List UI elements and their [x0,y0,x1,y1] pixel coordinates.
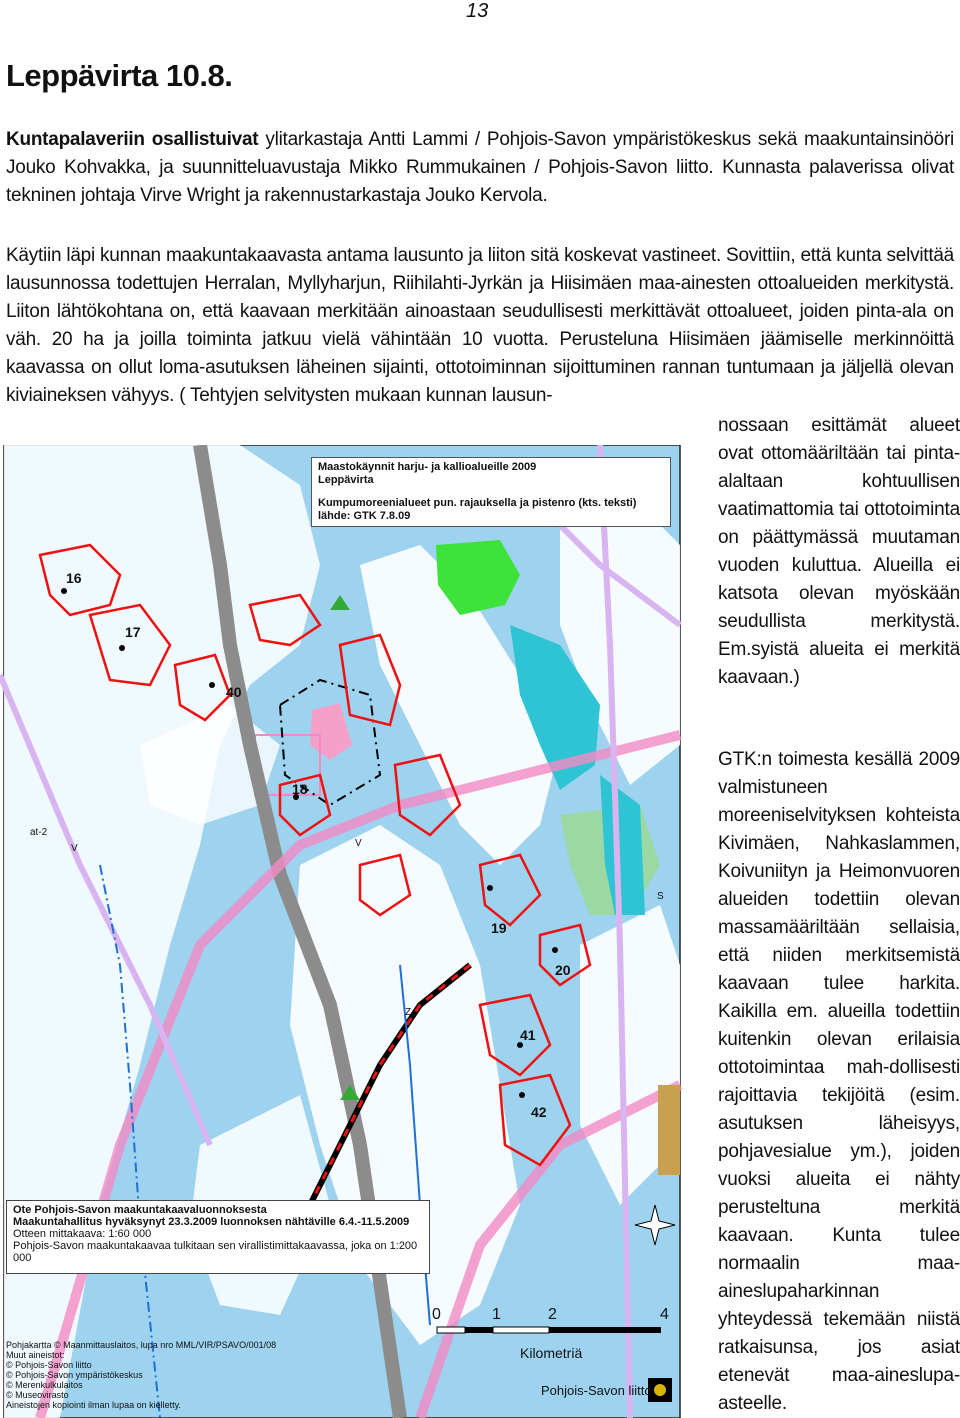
credit-line: © Museovirasto [6,1390,69,1400]
scale-tick: 2 [548,1306,557,1323]
logo-icon [648,1378,672,1402]
footer-scale: Otteen mittakaava: 1:60 000 [13,1228,152,1240]
map-credits [6,1340,306,1416]
site-label: 16 [66,570,82,586]
brown-area [658,1085,680,1175]
footer-title: Ote Pohjois-Savon maakuntakaavaluonnoksesta [13,1204,267,1216]
map-symbol-label: Z [405,1007,412,1018]
map-symbol-label: V [355,838,362,849]
site-label: 20 [555,962,571,978]
side-paragraph-gtk: GTK:n toimesta kesällä 2009 valmistuneen moreeniselvityksen kohteista Kivimäen, Nahkaslammen, Koivuniityn ja Heimonvuoren alueiden todettiin olevan massamääriltään sellaisia, että niiden merkitsemistä kaavaan tulee harkita. Kaikilla em. alueilla todettiin kuitenkin olevan erilaisia ottotoimintaa mah-dollisesti rajoittavia tekijöitä (esim. asutuksen läheisyys, pohjavesialue ym.), joiden vuoksi alueita ei nähty perusteltuna merkitä kaavaan. Kunta tulee normaalin maa-aineslupaharkinnan yhteydessä tekemään niistä ratkaisunsa, jos asiat etenevät maa-aineslupa-asteelle. [718,749,960,1414]
map-footer [6,1200,430,1274]
legend-description: Kumpumoreenialueet pun. rajauksella ja pistenro (kts. teksti) [318,497,637,509]
legend-municipality: Leppävirta [318,474,374,486]
footer-note: Pohjois-Savon maakuntakaavaa tulkitaan sen virallistimittakaavassa, joka on 1:200 000 [13,1240,418,1264]
page-number: 13 [466,0,489,22]
credit-line: © Merenkulkulaitos [6,1380,83,1390]
credit-line: Pohjakartta © Maanmittauslaitos, lupa nro MML/VIR/PSAVO/001/08 [6,1340,277,1350]
scale-tick: 0 [432,1306,441,1323]
side-paragraph-continuation: nossaan esittämät alueet ovat ottomääriltään tai pinta-alaltaan kohtuullisen vaatimattomia tai ottotoiminta on päättymässä muutaman vuoden kuluttua. Alueilla ei katsota olevan myöskään seudullista merkitystä. Em.syistä alueita ei merkitä kaavaan.) [718,415,960,688]
map-publisher: Pohjois-Savon liitto [541,1383,652,1398]
footer-approval: Maakuntahallitus hyväksynyt 23.3.2009 luonnoksen nähtäville 6.4.-11.5.2009 [13,1216,410,1228]
map-symbol-label: S [657,891,664,902]
scale-bar [437,1327,661,1333]
paragraph-lead: Kuntapalaveriin osallistuivat [6,129,259,150]
site-label: 18 [292,781,308,797]
map-symbol-label: at-2 [30,827,48,838]
scale-tick: 4 [660,1306,669,1323]
credit-line: © Pohjois-Savon ympäristökeskus [6,1370,143,1380]
site-label: 42 [531,1104,547,1120]
scale-unit: Kilometriä [520,1345,583,1361]
credit-line: Aineistojen kopiointi ilman lupaa on kielletty. [6,1400,181,1410]
site-label: 40 [226,684,242,700]
page-title: Leppävirta 10.8. [6,58,233,93]
site-label: 19 [491,920,507,936]
paragraph-discussion: Käytiin läpi kunnan maakuntakaavasta antama lausunto ja liiton sitä koskevat vastineet. Sovittiin, että kunta selvittää lausunnossa todettujen Herralan, Myllyharjun, Riihilahti-Jyrkän ja Hiisimäen maa-ainesten ottoalueiden merkitystä. Liiton lähtökohtana on, että kaavaan merkitään ainoastaan seudullisesti merkittävät ottoalueet, joiden pinta-ala on väh. 20 ha ja joilla toiminta jatkuu vielä vähintään 10 vuotta. Perusteluna Hiisimäen jäämiselle merkinnöittä kaavassa on ollut loma-asutuksen läheinen sijainti, ottotoiminnan sijoittuminen rannan tuntumaan ja jäljellä olevan kiviaineksen vähyys. ( Tehtyjen selvitysten mukaan kunnan lausun- [6,245,954,406]
legend-source: lähde: GTK 7.8.09 [318,510,411,522]
paragraph-text: ylitarkastaja Antti Lammi / Pohjois-Savon ympäristökeskus sekä maakuntainsinööri Jouko Kohvakka, ja suunnitteluavustaja Mikko Rummukainen / Pohjois-Savon liitto. Kunnasta palaverissa olivat tekninen johtaja Virve Wright ja rakennustarkastaja Jouko Kervola. [6,129,954,206]
map-symbol-label: V [71,843,78,854]
site-label: 17 [125,624,141,640]
legend-title: Maastokäynnit harju- ja kallioalueille 2009 [318,461,537,473]
scale-tick: 1 [492,1306,501,1323]
credit-line: © Pohjois-Savon liitto [6,1360,92,1370]
map-legend [311,457,671,527]
credit-line: Muut aineistot: [6,1350,65,1360]
site-label: 41 [520,1027,536,1043]
paragraph-participants [6,126,954,210]
